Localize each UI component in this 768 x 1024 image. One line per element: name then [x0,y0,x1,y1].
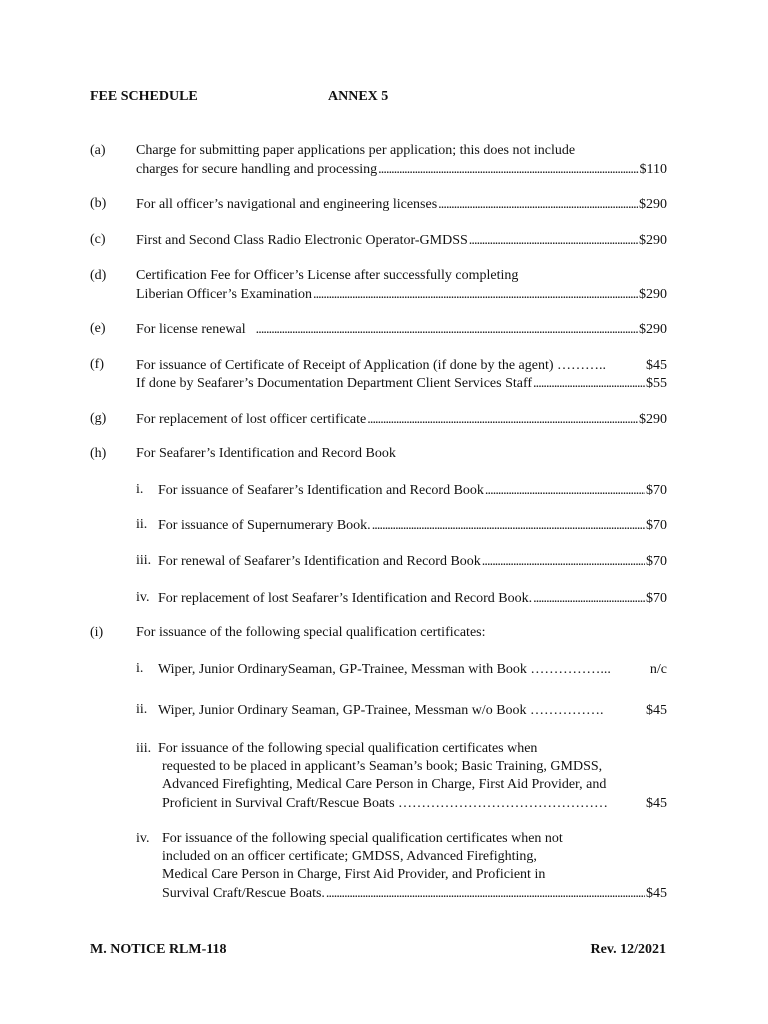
item-i-sub-i-num: i. [136,661,144,676]
item-h-sub-iii-num: iii. [136,553,152,568]
leader-dots [482,553,645,571]
item-h-sub-ii-fee: $70 [646,518,667,533]
item-i-sub-i-row [158,661,667,679]
item-f-fee1: $45 [646,358,667,373]
item-h-sub-i-fee: $70 [646,483,667,498]
leader-dots [326,885,645,903]
item-b-label: (b) [90,196,107,211]
item-f-line1-row [136,357,667,375]
item-b-text: For all officer’s navigational and engineering licenses [136,197,438,212]
item-i-sub-iv-num: iv. [136,831,150,846]
item-h-sub-iv-text: For replacement of lost Seafarer’s Identification and Record Book. [158,591,533,606]
item-a-line1: Charge for submitting paper applications per application; this does not include [136,143,576,158]
item-h-sub-ii-num: ii. [136,517,148,532]
item-h-sub-iv-num: iv. [136,590,150,605]
item-i-label: (i) [90,625,104,640]
item-h-sub-ii-text: For issuance of Supernumerary Book. [158,518,371,533]
item-i-sub-ii-fee: $45 [646,703,667,718]
item-i-sub-iv-line4-row [162,885,667,903]
item-i-sub-iv-line3: Medical Care Person in Charge, First Aid Provider, and Proficient in [162,867,546,882]
item-f-line1: For issuance of Certificate of Receipt of Application (if done by the agent) ……….. [136,358,607,373]
item-e-label: (e) [90,321,106,336]
item-d-fee: $290 [639,287,667,302]
item-h-sub-iii-fee: $70 [646,554,667,569]
leader-dots [533,590,645,608]
item-i-sub-ii-num: ii. [136,702,148,717]
item-i-sub-i-fee: n/c [649,662,667,677]
item-h-sub-i-num: i. [136,482,144,497]
item-a-line2: charges for secure handling and processing [136,162,378,177]
item-h-label: (h) [90,446,107,461]
item-i-sub-iii-line2: requested to be placed in applicant’s Seaman’s book; Basic Training, GMDSS, [162,759,603,774]
item-i-sub-iii-line3: Advanced Firefighting, Medical Care Person in Charge, First Aid Provider, and [162,777,607,792]
leader-dots [485,482,645,500]
footer-notice: M. NOTICE RLM-118 [90,942,227,957]
leader-dots [372,517,645,535]
item-f-line2-row [136,375,667,393]
item-f-label: (f) [90,357,104,372]
footer-revision: Rev. 12/2021 [590,942,666,957]
item-c-label: (c) [90,232,106,247]
item-h-sub-iv-row [158,590,667,608]
item-i-sub-iii-fee: $45 [646,796,667,811]
item-a-label: (a) [90,143,106,158]
item-h-sub-i-text: For issuance of Seafarer’s Identification and Record Book [158,483,484,498]
leader-dots [378,161,638,179]
item-i-sub-iv-line2: included on an officer certificate; GMDSS, Advanced Firefighting, [162,849,537,864]
item-g-fee: $290 [639,412,667,427]
item-i-sub-i-text: Wiper, Junior OrdinarySeaman, GP-Trainee, Messman with Book ……………... [158,662,611,677]
item-i-sub-iv-line4: Survival Craft/Rescue Boats. [162,886,325,901]
item-i-sub-iv-fee: $45 [646,886,667,901]
item-e-fee: $290 [639,322,667,337]
item-i-text: For issuance of the following special qualification certificates: [136,625,486,640]
item-d-label: (d) [90,268,107,283]
item-d-line1: Certification Fee for Officer’s License after successfully completing [136,268,519,283]
item-g-label: (g) [90,411,107,426]
item-h-sub-iv-fee: $70 [646,591,667,606]
item-c-text: First and Second Class Radio Electronic Operator-GMDSS [136,233,468,248]
leader-dots [313,286,638,304]
item-b-row [136,196,667,214]
item-i-sub-iii-line4: Proficient in Survival Craft/Rescue Boats ……………………………………… [162,796,609,811]
item-c-row [136,232,667,250]
leader-dots [367,411,638,429]
leader-dots [256,321,638,339]
item-i-sub-ii-row [158,702,667,720]
item-i-sub-iii-num: iii. [136,741,152,756]
item-i-sub-iv-line1: For issuance of the following special qualification certificates when not [162,831,563,846]
item-f-line2: If done by Seafarer’s Documentation Department Client Services Staff [136,376,533,391]
leader-dots [438,196,638,214]
item-e-text: For license renewal [136,322,246,337]
leader-dots [533,375,645,393]
item-d-line2-row [136,286,667,304]
annex-label: ANNEX 5 [328,89,389,104]
item-e-row [136,321,667,339]
item-d-line2: Liberian Officer’s Examination [136,287,312,302]
item-h-sub-i-row [158,482,667,500]
item-h-text: For Seafarer’s Identification and Record Book [136,446,396,461]
item-g-text: For replacement of lost officer certificate [136,412,367,427]
leader-dots [469,232,638,250]
item-h-sub-iii-text: For renewal of Seafarer’s Identification and Record Book [158,554,481,569]
item-h-sub-ii-row [158,517,667,535]
document-title: FEE SCHEDULE [90,89,198,104]
item-i-sub-iii-line4-row [162,795,667,813]
item-g-row [136,411,667,429]
item-f-fee2: $55 [646,376,667,391]
item-i-sub-iii-line1: For issuance of the following special qualification certificates when [158,741,538,756]
item-a-line2-row [136,161,667,179]
item-i-sub-ii-text: Wiper, Junior Ordinary Seaman, GP-Trainee, Messman w/o Book ……………. [158,703,604,718]
item-b-fee: $290 [639,197,667,212]
item-a-fee: $110 [639,162,667,177]
item-h-sub-iii-row [158,553,667,571]
item-c-fee: $290 [639,233,667,248]
